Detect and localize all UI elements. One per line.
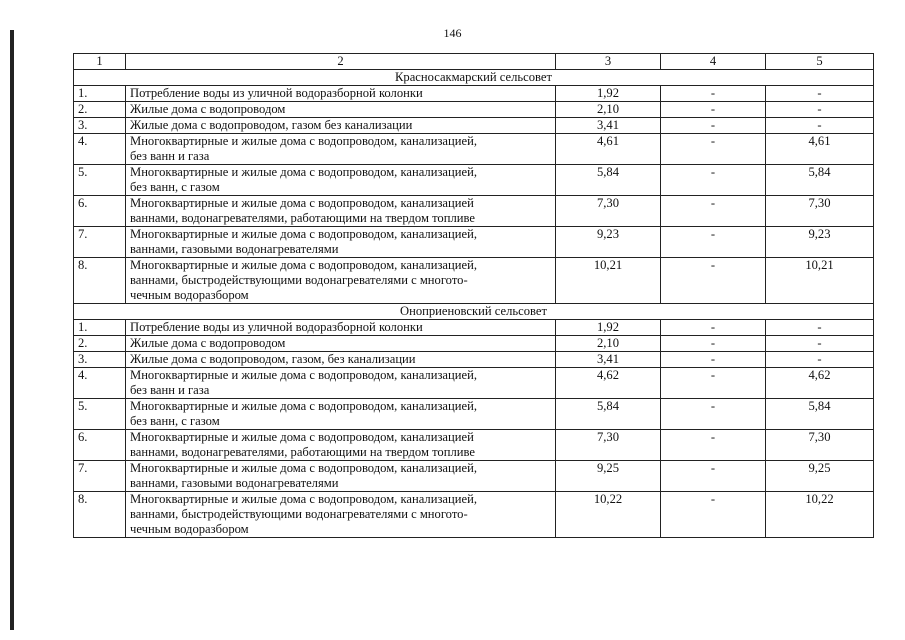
table-row [74,368,874,399]
description-line: ваннами, быстродействующими водонагревателями с многото- [130,273,468,287]
description-line: Жилые дома с водопроводом, газом, без канализации [130,352,416,366]
row-value-c5: 5,84 [766,165,874,196]
row-description [126,336,556,352]
column-header: 1 [74,54,126,70]
row-value-c5: 10,22 [766,492,874,538]
table-row [74,196,874,227]
description-line: чечным водоразбором [130,288,249,302]
row-value-c5: 9,23 [766,227,874,258]
row-value-c4: - [661,352,766,368]
row-value-c3: 9,23 [556,227,661,258]
description-line: Многоквартирные и жилые дома с водопроводом, канализацией, [130,165,477,179]
row-value-c4: - [661,492,766,538]
section-title: Красносакмарский сельсовет [74,70,874,86]
row-value-c4: - [661,320,766,336]
table-row [74,320,874,336]
row-value-c4: - [661,461,766,492]
description-line: Многоквартирные и жилые дома с водопроводом, канализацией, [130,134,477,148]
description-line: Многоквартирные и жилые дома с водопроводом, канализацией, [130,492,477,506]
description-line: без ванн и газа [130,149,210,163]
row-value-c3: 10,21 [556,258,661,304]
row-value-c5: - [766,320,874,336]
table-row [74,258,874,304]
row-value-c5: - [766,86,874,102]
row-value-c3: 3,41 [556,352,661,368]
row-value-c5: - [766,118,874,134]
row-description [126,86,556,102]
description-line: без ванн, с газом [130,180,220,194]
row-description [126,165,556,196]
description-line: Жилые дома с водопроводом [130,336,286,350]
row-number: 2. [74,102,126,118]
column-header-row [74,54,874,70]
row-number: 1. [74,320,126,336]
description-line: Многоквартирные и жилые дома с водопроводом, канализацией [130,430,474,444]
description-line: Многоквартирные и жилые дома с водопроводом, канализацией, [130,368,477,382]
table-row [74,86,874,102]
row-description [126,461,556,492]
row-value-c5: 4,62 [766,368,874,399]
row-description [126,134,556,165]
column-header: 5 [766,54,874,70]
row-value-c4: - [661,134,766,165]
row-description [126,227,556,258]
row-value-c5: 5,84 [766,399,874,430]
row-number: 8. [74,258,126,304]
table-row [74,461,874,492]
description-line: Потребление воды из уличной водоразборной колонки [130,86,423,100]
description-line: без ванн, с газом [130,414,220,428]
row-description [126,102,556,118]
row-value-c3: 5,84 [556,399,661,430]
row-value-c5: 7,30 [766,430,874,461]
description-line: Жилые дома с водопроводом [130,102,286,116]
row-value-c5: - [766,102,874,118]
table-body [74,54,874,538]
row-value-c5: 4,61 [766,134,874,165]
row-number: 8. [74,492,126,538]
row-value-c4: - [661,227,766,258]
description-line: Многоквартирные и жилые дома с водопроводом, канализацией, [130,461,477,475]
row-value-c4: - [661,102,766,118]
row-value-c4: - [661,196,766,227]
description-line: ваннами, быстродействующими водонагревателями с многото- [130,507,468,521]
tariff-table [73,53,874,538]
row-description [126,196,556,227]
row-number: 3. [74,352,126,368]
row-value-c4: - [661,430,766,461]
description-line: ваннами, газовыми водонагревателями [130,242,339,256]
description-line: ваннами, водонагревателями, работающими на твердом топливе [130,445,475,459]
row-value-c3: 1,92 [556,86,661,102]
row-description [126,368,556,399]
row-number: 5. [74,165,126,196]
section-title: Оноприеновский сельсовет [74,304,874,320]
row-description [126,118,556,134]
row-value-c3: 3,41 [556,118,661,134]
column-header: 2 [126,54,556,70]
row-value-c3: 2,10 [556,102,661,118]
row-description [126,399,556,430]
table-row [74,227,874,258]
row-number: 7. [74,461,126,492]
row-description [126,320,556,336]
description-line: Многоквартирные и жилые дома с водопроводом, канализацией, [130,258,477,272]
scan-edge-shadow [10,30,14,630]
row-number: 2. [74,336,126,352]
table-row [74,134,874,165]
row-value-c5: 9,25 [766,461,874,492]
row-value-c3: 9,25 [556,461,661,492]
row-number: 7. [74,227,126,258]
table-row [74,352,874,368]
description-line: ваннами, газовыми водонагревателями [130,476,339,490]
table-row [74,165,874,196]
description-line: Жилые дома с водопроводом, газом без канализации [130,118,413,132]
row-number: 4. [74,368,126,399]
description-line: Многоквартирные и жилые дома с водопроводом, канализацией, [130,399,477,413]
table-row [74,430,874,461]
description-line: Многоквартирные и жилые дома с водопроводом, канализацией, [130,227,477,241]
row-number: 1. [74,86,126,102]
row-number: 4. [74,134,126,165]
column-header: 4 [661,54,766,70]
row-number: 6. [74,430,126,461]
row-description [126,430,556,461]
row-value-c4: - [661,165,766,196]
row-value-c3: 4,61 [556,134,661,165]
table-row [74,399,874,430]
row-number: 6. [74,196,126,227]
row-value-c4: - [661,86,766,102]
row-value-c5: 10,21 [766,258,874,304]
description-line: Многоквартирные и жилые дома с водопроводом, канализацией [130,196,474,210]
description-line: чечным водоразбором [130,522,249,536]
description-line: без ванн и газа [130,383,210,397]
row-description [126,492,556,538]
row-value-c4: - [661,368,766,399]
row-value-c3: 4,62 [556,368,661,399]
row-value-c3: 5,84 [556,165,661,196]
table-row [74,118,874,134]
row-number: 3. [74,118,126,134]
row-value-c5: - [766,336,874,352]
row-description [126,352,556,368]
row-value-c4: - [661,258,766,304]
row-description [126,258,556,304]
row-value-c5: 7,30 [766,196,874,227]
row-value-c5: - [766,352,874,368]
row-value-c4: - [661,336,766,352]
row-value-c4: - [661,118,766,134]
row-value-c3: 1,92 [556,320,661,336]
section-header-row [74,304,874,320]
section-header-row [74,70,874,86]
table-row [74,102,874,118]
row-value-c3: 2,10 [556,336,661,352]
table-row [74,336,874,352]
row-number: 5. [74,399,126,430]
description-line: Потребление воды из уличной водоразборной колонки [130,320,423,334]
row-value-c3: 7,30 [556,430,661,461]
table-row [74,492,874,538]
page-number: 146 [443,26,462,40]
column-header: 3 [556,54,661,70]
row-value-c3: 7,30 [556,196,661,227]
description-line: ваннами, водонагревателями, работающими на твердом топливе [130,211,475,225]
row-value-c4: - [661,399,766,430]
row-value-c3: 10,22 [556,492,661,538]
